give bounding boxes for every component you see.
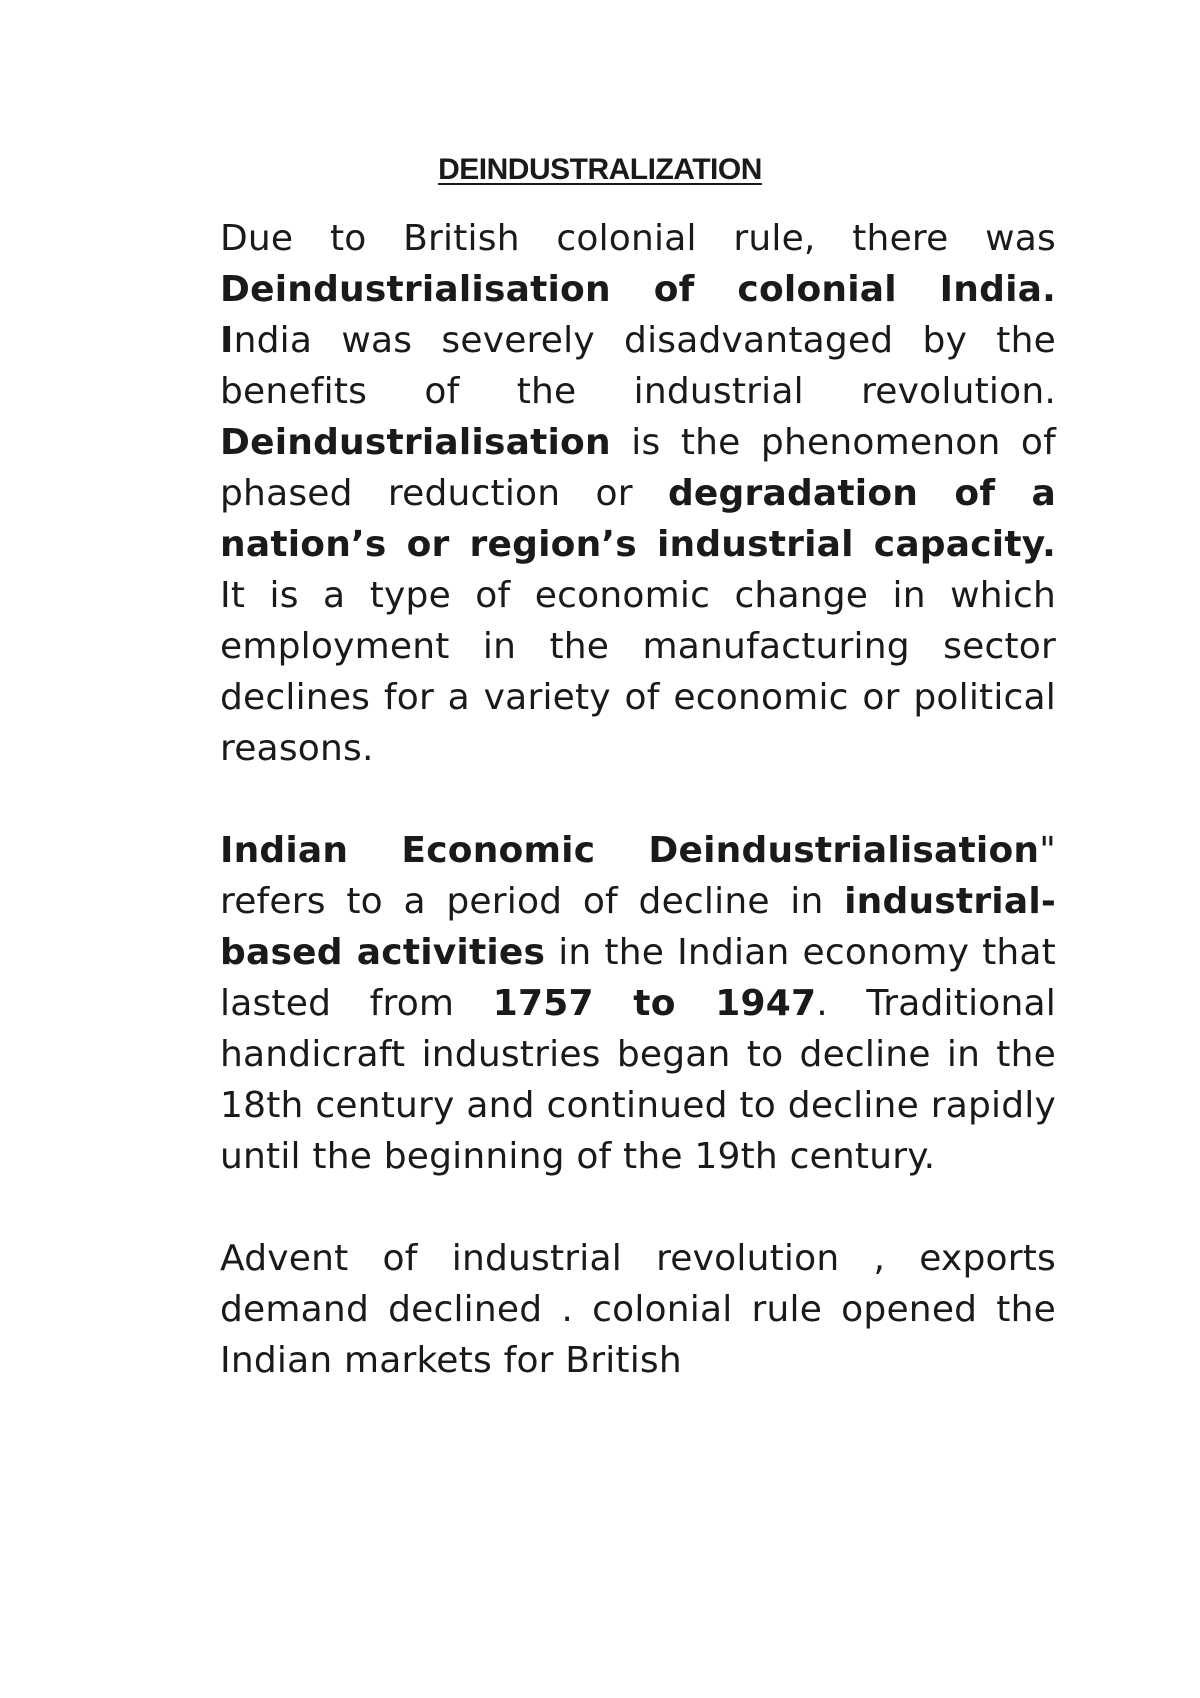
text-run: in the Indian economy that lasted from [220, 932, 1057, 1024]
text-run-bold: degradation of a nation’s or region’s industrial capacity. [220, 473, 1057, 565]
text-run: Advent of industrial revolution , exports demand declined . colonial rule opened the Indian markets for British [220, 1238, 1056, 1381]
document-body [220, 213, 1056, 1386]
text-run: " refers to a period of decline in [220, 830, 1056, 922]
text-run: It is a type of economic change in which employment in the manufacturing sector declines for a variety of economic or political reasons. [220, 575, 1056, 769]
text-run-bold: industrial-based activities [220, 881, 1056, 973]
paragraph-indian-economic-deindustrialisation [220, 825, 1056, 1182]
text-run-bold: Deindustrialisation of colonial India. I [220, 269, 1056, 361]
text-run: Due to British colonial rule, there was [220, 218, 1056, 259]
text-run-bold: Indian Economic Deindustrialisation [220, 830, 1040, 871]
text-run: . Traditional handicraft industries began to decline in the 18th century and continued to decline rapidly until the beginning of the 19th century. [220, 983, 1056, 1177]
paragraph-advent-industrial-revolution [220, 1233, 1056, 1386]
document-title: DEINDUSTRALIZATION [438, 153, 762, 186]
text-run: is the phenomenon of phased reduction or [220, 422, 1056, 514]
paragraph-colonial-rule [220, 213, 1056, 774]
text-run-bold: 1757 to 1947 [492, 983, 817, 1024]
text-run-bold: Deindustrialisation [220, 422, 611, 463]
text-run: ndia was severely disadvantaged by the benefits of the industrial revolution. [220, 320, 1056, 412]
